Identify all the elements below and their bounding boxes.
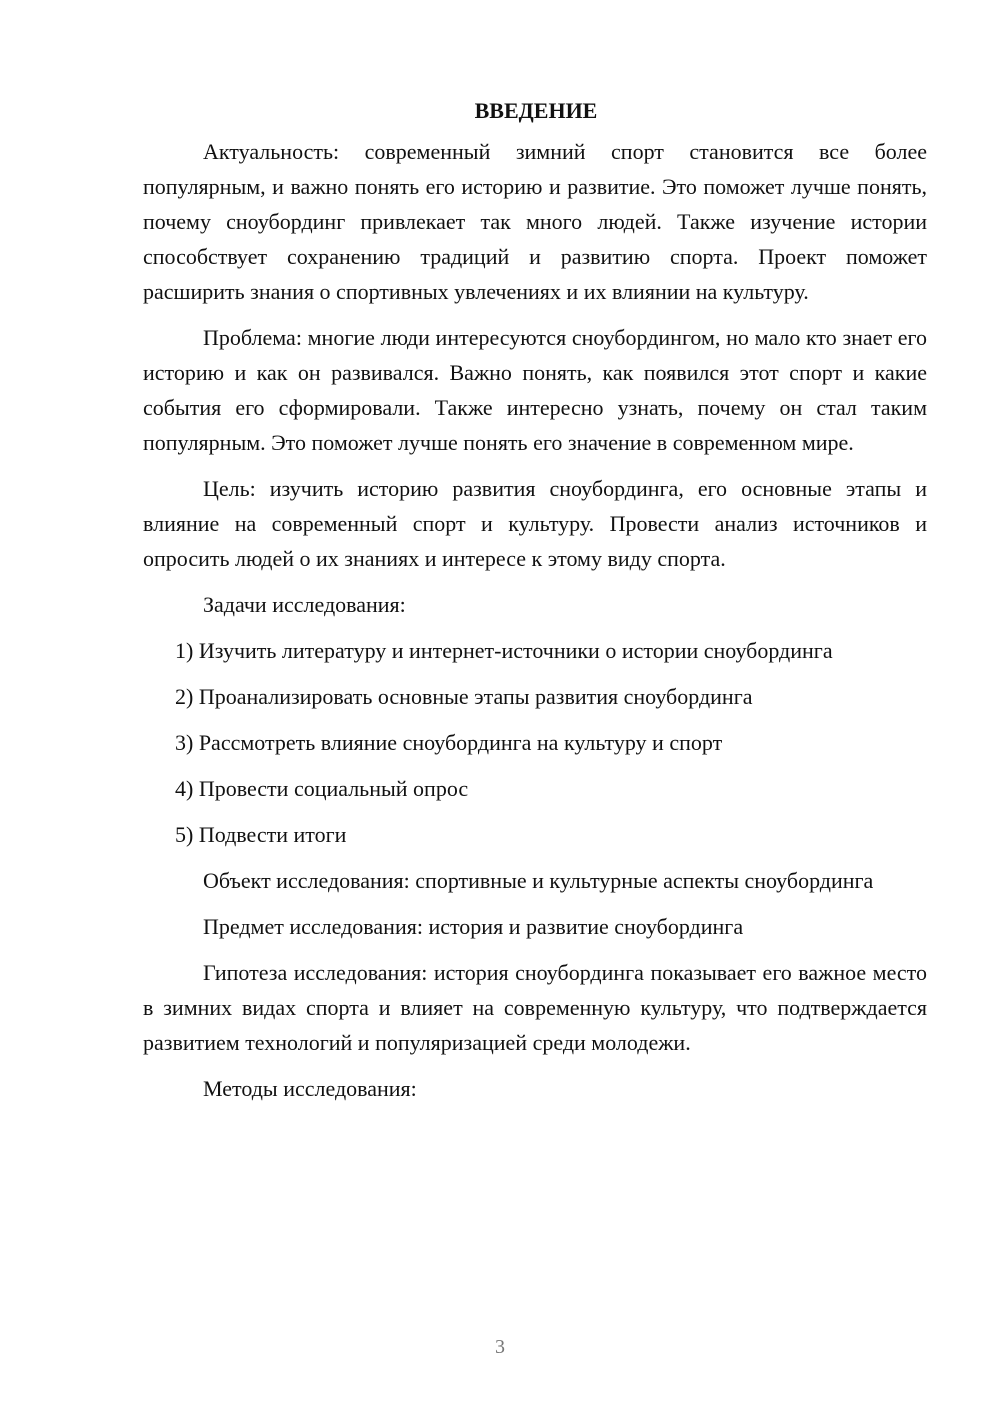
paragraph-problem: Проблема: многие люди интересуются сноубордингом, но мало кто знает его историю и как он развивался. Важно понять, как появился этот спорт и какие события его сформировали. Также интересно узнать, почему он стал таким популярным. Это поможет лучше понять его значение в современном мире. xyxy=(143,325,927,455)
paragraph-relevance: Актуальность: современный зимний спорт становится все более популярным, и важно понять его историю и развитие. Это поможет лучше понять, почему сноубординг привлекает так много людей. Также изучение истории способствует сохранению традиций и развитию спорта. Проект поможет расширить знания о спортивных увлечениях и их влиянии на культуру. xyxy=(143,139,927,304)
tasks-list xyxy=(143,633,927,852)
list-item: 4) Провести социальный опрос xyxy=(175,776,469,801)
paragraph-subject: Предмет исследования: история и развитие сноубординга xyxy=(203,914,744,939)
list-item: 2) Проанализировать основные этапы развития сноубординга xyxy=(175,684,753,709)
document-page xyxy=(143,96,927,1117)
paragraph-hypothesis: Гипотеза исследования: история сноубординга показывает его важное место в зимних видах спорта и влияет на современную культуру, что подтверждается развитием технологий и популяризацией среди молодежи. xyxy=(143,960,927,1055)
paragraph-object: Объект исследования: спортивные и культурные аспекты сноубординга xyxy=(203,868,874,893)
paragraph-goal: Цель: изучить историю развития сноубординга, его основные этапы и влияние на современный спорт и культуру. Провести анализ источников и опросить людей о их знаниях и интересе к этому виду спорта. xyxy=(143,476,927,571)
tasks-heading: Задачи исследования: xyxy=(203,592,406,617)
list-item: 5) Подвести итоги xyxy=(175,822,347,847)
page-number: 3 xyxy=(495,1336,505,1358)
list-item: 1) Изучить литературу и интернет-источники о истории сноубординга xyxy=(175,638,833,663)
page-title: ВВЕДЕНИЕ xyxy=(474,98,598,123)
methods-heading: Методы исследования: xyxy=(203,1076,417,1101)
list-item: 3) Рассмотреть влияние сноубординга на культуру и спорт xyxy=(175,730,723,755)
